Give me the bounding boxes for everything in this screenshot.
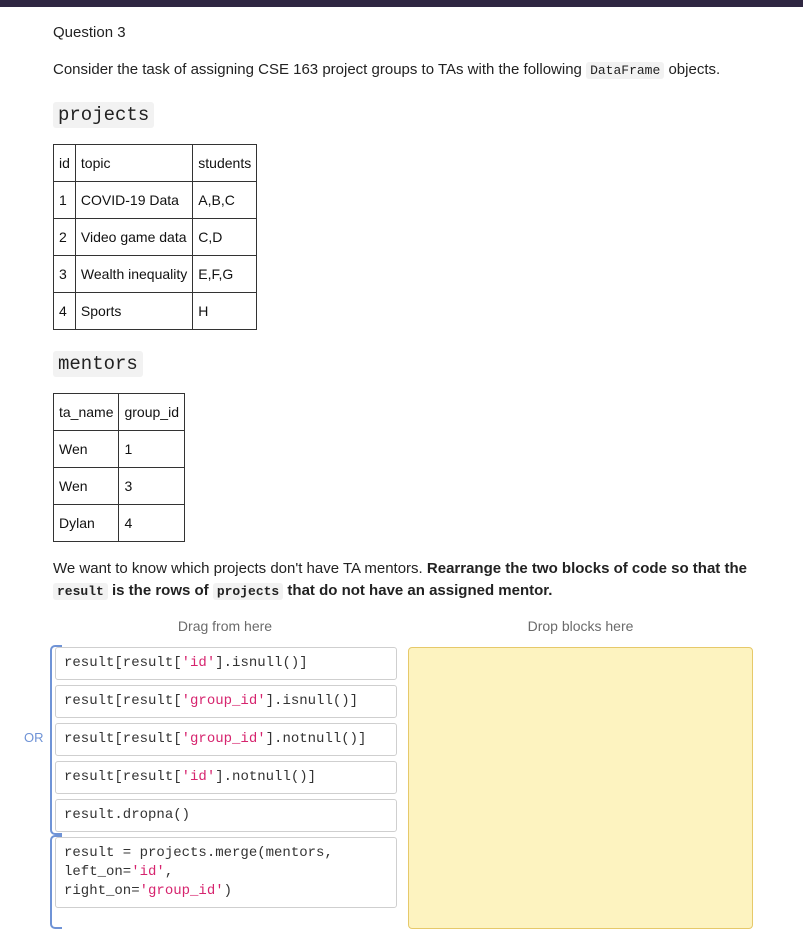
top-bar	[0, 0, 803, 7]
table-cell: H	[193, 293, 257, 330]
code-block-group-id-notnull[interactable]: result[result['group_id'].notnull()]	[55, 723, 397, 756]
header-cell: students	[193, 145, 257, 182]
header-cell: group_id	[119, 394, 185, 431]
projects-label: projects	[53, 102, 154, 128]
table-header-row	[54, 145, 257, 182]
table-row	[54, 431, 185, 468]
header-cell: topic	[75, 145, 192, 182]
table-header-row	[54, 394, 185, 431]
table-row	[54, 468, 185, 505]
table-cell: A,B,C	[193, 182, 257, 219]
table-cell: Wealth inequality	[75, 256, 192, 293]
table-cell: C,D	[193, 219, 257, 256]
drag-source-heading: Drag from here	[177, 618, 273, 634]
header-cell: id	[54, 145, 76, 182]
table-cell: 2	[54, 219, 76, 256]
table-cell: 4	[119, 505, 185, 542]
table-cell: 3	[54, 256, 76, 293]
table-cell: 4	[54, 293, 76, 330]
table-cell: 3	[119, 468, 185, 505]
table-cell: Dylan	[54, 505, 119, 542]
mentors-label: mentors	[53, 351, 143, 377]
inline-code: projects	[213, 583, 283, 600]
drop-target-heading: Drop blocks here	[527, 618, 634, 634]
inline-code: result	[53, 583, 108, 600]
table-cell: Video game data	[75, 219, 192, 256]
table-row	[54, 293, 257, 330]
question-prompt: Consider the task of assigning CSE 163 project groups to TAs with the following DataFrame objects.	[53, 61, 721, 78]
instructions: We want to know which projects don't have TA mentors. Rearrange the two blocks of code so that the result is the rows of projects that do not have an assigned mentor.	[53, 560, 747, 599]
table-row	[54, 505, 185, 542]
table-cell: Wen	[54, 431, 119, 468]
table-cell: E,F,G	[193, 256, 257, 293]
table-row	[54, 219, 257, 256]
question-title: Question 3	[53, 24, 126, 41]
table-cell: Wen	[54, 468, 119, 505]
code-block-id-notnull[interactable]: result[result['id'].notnull()]	[55, 761, 397, 794]
table-cell: 1	[119, 431, 185, 468]
mentors-table	[53, 393, 185, 542]
code-block-id-isnull[interactable]: result[result['id'].isnull()]	[55, 647, 397, 680]
table-cell: Sports	[75, 293, 192, 330]
code-block-merge[interactable]: result = projects.merge(mentors, left_on='id', right_on='group_id')	[55, 837, 397, 908]
drop-zone[interactable]	[408, 647, 753, 929]
table-row	[54, 256, 257, 293]
header-cell: ta_name	[54, 394, 119, 431]
projects-table	[53, 144, 257, 330]
table-cell: 1	[54, 182, 76, 219]
table-row	[54, 182, 257, 219]
code-block-dropna[interactable]: result.dropna()	[55, 799, 397, 832]
or-label: OR	[24, 730, 44, 745]
code-block-group-id-isnull[interactable]: result[result['group_id'].isnull()]	[55, 685, 397, 718]
inline-code: DataFrame	[586, 62, 664, 79]
table-cell: COVID-19 Data	[75, 182, 192, 219]
